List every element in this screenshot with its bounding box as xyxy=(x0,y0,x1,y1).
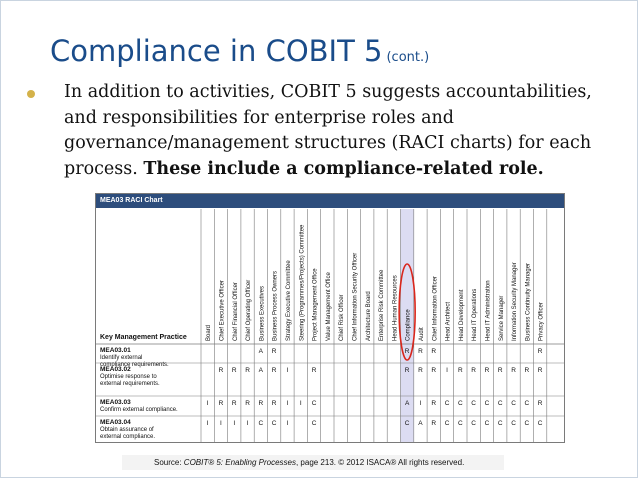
raci-cell: C xyxy=(404,420,410,427)
role-label: Project Management Office xyxy=(312,268,319,341)
raci-cell: I xyxy=(233,420,236,427)
practice-desc: external compliance. xyxy=(100,434,156,440)
source-caption xyxy=(122,455,504,470)
raci-cell: I xyxy=(446,367,448,374)
practice-id: MEA03.02 xyxy=(100,366,131,373)
raci-cell: I xyxy=(286,400,289,407)
practice-id: MEA03.03 xyxy=(100,399,131,406)
role-label: Strategy Executive Committee xyxy=(285,260,292,341)
raci-cell: R xyxy=(245,400,250,407)
practice-desc: external requirements. xyxy=(100,381,160,387)
raci-cell: C xyxy=(457,400,463,407)
raci-cell: R xyxy=(404,367,410,374)
raci-chart-title: MEA03 RACI Chart xyxy=(96,194,564,208)
role-label: Value Management Office xyxy=(325,272,332,341)
raci-cell: R xyxy=(537,367,543,374)
raci-cell: C xyxy=(311,400,317,407)
raci-cell: R xyxy=(218,367,224,374)
raci-cell: A xyxy=(258,367,264,374)
raci-cell: A xyxy=(258,348,264,355)
role-label: Architecture Board xyxy=(365,291,372,341)
raci-cell: R xyxy=(471,367,477,374)
raci-cell: R xyxy=(431,420,437,427)
practice-id: MEA03.01 xyxy=(100,347,131,354)
raci-cell: C xyxy=(484,400,490,407)
raci-cell: R xyxy=(457,367,463,374)
raci-cell: I xyxy=(206,420,209,427)
role-label: Information Security Manager xyxy=(512,262,519,341)
role-label: Chief Operating Officer xyxy=(246,279,253,341)
raci-cell: C xyxy=(271,420,277,427)
raci-cell: C xyxy=(511,420,516,427)
role-label: Privacy Officer xyxy=(538,302,545,341)
raci-cell: C xyxy=(497,400,503,407)
raci-cell: C xyxy=(524,420,530,427)
practice-desc: Identify external xyxy=(100,355,143,361)
raci-cell: A xyxy=(418,420,423,427)
bullet-text xyxy=(64,80,624,182)
raci-cell: C xyxy=(471,420,477,427)
raci-cell: R xyxy=(218,400,224,407)
raci-cell: R xyxy=(431,400,437,407)
raci-cell: C xyxy=(497,420,503,427)
raci-cell: R xyxy=(484,367,490,374)
bullet-text-plain: In addition to activities, COBIT 5 suggests accountabilities, and responsibilities for enterprise roles and governance/management structures (RACI charts) for each process. xyxy=(64,82,592,179)
role-label: Audit xyxy=(418,327,425,341)
role-label: Business Process Owners xyxy=(272,270,279,341)
raci-cell: C xyxy=(444,420,450,427)
raci-cell: R xyxy=(431,367,437,374)
raci-cell: R xyxy=(271,348,277,355)
practice-id: MEA03.04 xyxy=(100,419,131,426)
source-prefix: Source: xyxy=(154,458,184,467)
raci-cell: R xyxy=(537,400,543,407)
role-label: Enterprise Risk Committee xyxy=(379,269,386,341)
raci-chart-grid xyxy=(96,194,564,442)
raci-cell: R xyxy=(537,348,543,355)
raci-cell: R xyxy=(418,348,423,355)
raci-cell: C xyxy=(471,400,477,407)
slide-title-text: Compliance in COBIT 5 xyxy=(50,34,383,68)
raci-cell: R xyxy=(271,400,277,407)
raci-cell: C xyxy=(484,420,490,427)
raci-cell: I xyxy=(286,367,289,374)
raci-cell: I xyxy=(419,400,422,407)
slide-title-suffix: (cont.) xyxy=(386,50,430,65)
source-book: COBIT® 5: Enabling Processes xyxy=(183,458,296,467)
raci-cell: R xyxy=(497,367,503,374)
role-label: Chief Information Security Officer xyxy=(352,252,359,341)
raci-cell: R xyxy=(311,367,317,374)
raci-cell: I xyxy=(286,420,289,427)
raci-cell: R xyxy=(511,367,516,374)
role-label: Compliance xyxy=(405,309,412,341)
role-label: Head Development xyxy=(458,289,465,341)
raci-cell: I xyxy=(299,400,302,407)
role-label: Chief Executive Officer xyxy=(219,280,226,341)
source-suffix: , page 213. © 2012 ISACA® All rights reserved. xyxy=(295,458,465,467)
raci-cell: C xyxy=(524,400,530,407)
raci-cell: R xyxy=(258,400,264,407)
raci-cell: R xyxy=(231,400,237,407)
raci-cell: C xyxy=(258,420,264,427)
role-label: Service Manager xyxy=(498,295,505,341)
slide-title xyxy=(50,34,429,68)
practice-desc: Obtain assurance of xyxy=(100,427,154,433)
practice-desc: Optimise response to xyxy=(100,374,157,380)
raci-cell: R xyxy=(404,348,410,355)
practice-desc: Confirm external compliance. xyxy=(100,407,178,413)
raci-cell: R xyxy=(418,367,423,374)
bullet-icon xyxy=(27,90,35,98)
role-label: Head IT Operations xyxy=(472,288,479,341)
practice-header: Key Management Practice xyxy=(100,334,187,341)
raci-cell: C xyxy=(537,420,543,427)
role-label: Chief Information Officer xyxy=(432,276,439,341)
raci-cell: I xyxy=(220,420,222,427)
practice-desc: compliance requirements. xyxy=(100,362,169,368)
role-label: Steering (Programmes/Projects) Committee xyxy=(299,224,306,341)
role-label: Business Executives xyxy=(259,285,266,341)
role-label: Chief Financial Officer xyxy=(232,282,239,341)
raci-cell: R xyxy=(431,348,437,355)
raci-cell: R xyxy=(231,367,237,374)
role-label: Head Human Resources xyxy=(392,275,399,341)
role-label: Board xyxy=(206,324,213,341)
raci-cell: A xyxy=(404,400,410,407)
raci-cell: C xyxy=(511,400,516,407)
role-label: Head Architect xyxy=(445,301,452,341)
raci-cell: C xyxy=(457,420,463,427)
raci-cell: R xyxy=(524,367,530,374)
bullet-text-bold: These include a compliance-related role. xyxy=(143,158,544,179)
role-label: Head IT Administration xyxy=(485,280,492,341)
role-label: Business Continuity Manager xyxy=(525,262,532,341)
raci-chart xyxy=(95,193,565,443)
role-label: Chief Risk Officer xyxy=(339,294,346,341)
raci-cell: R xyxy=(271,367,277,374)
raci-cell: R xyxy=(245,367,250,374)
raci-cell: C xyxy=(444,400,450,407)
raci-cell: I xyxy=(246,420,249,427)
raci-cell: C xyxy=(311,420,317,427)
raci-cell: I xyxy=(206,400,209,407)
